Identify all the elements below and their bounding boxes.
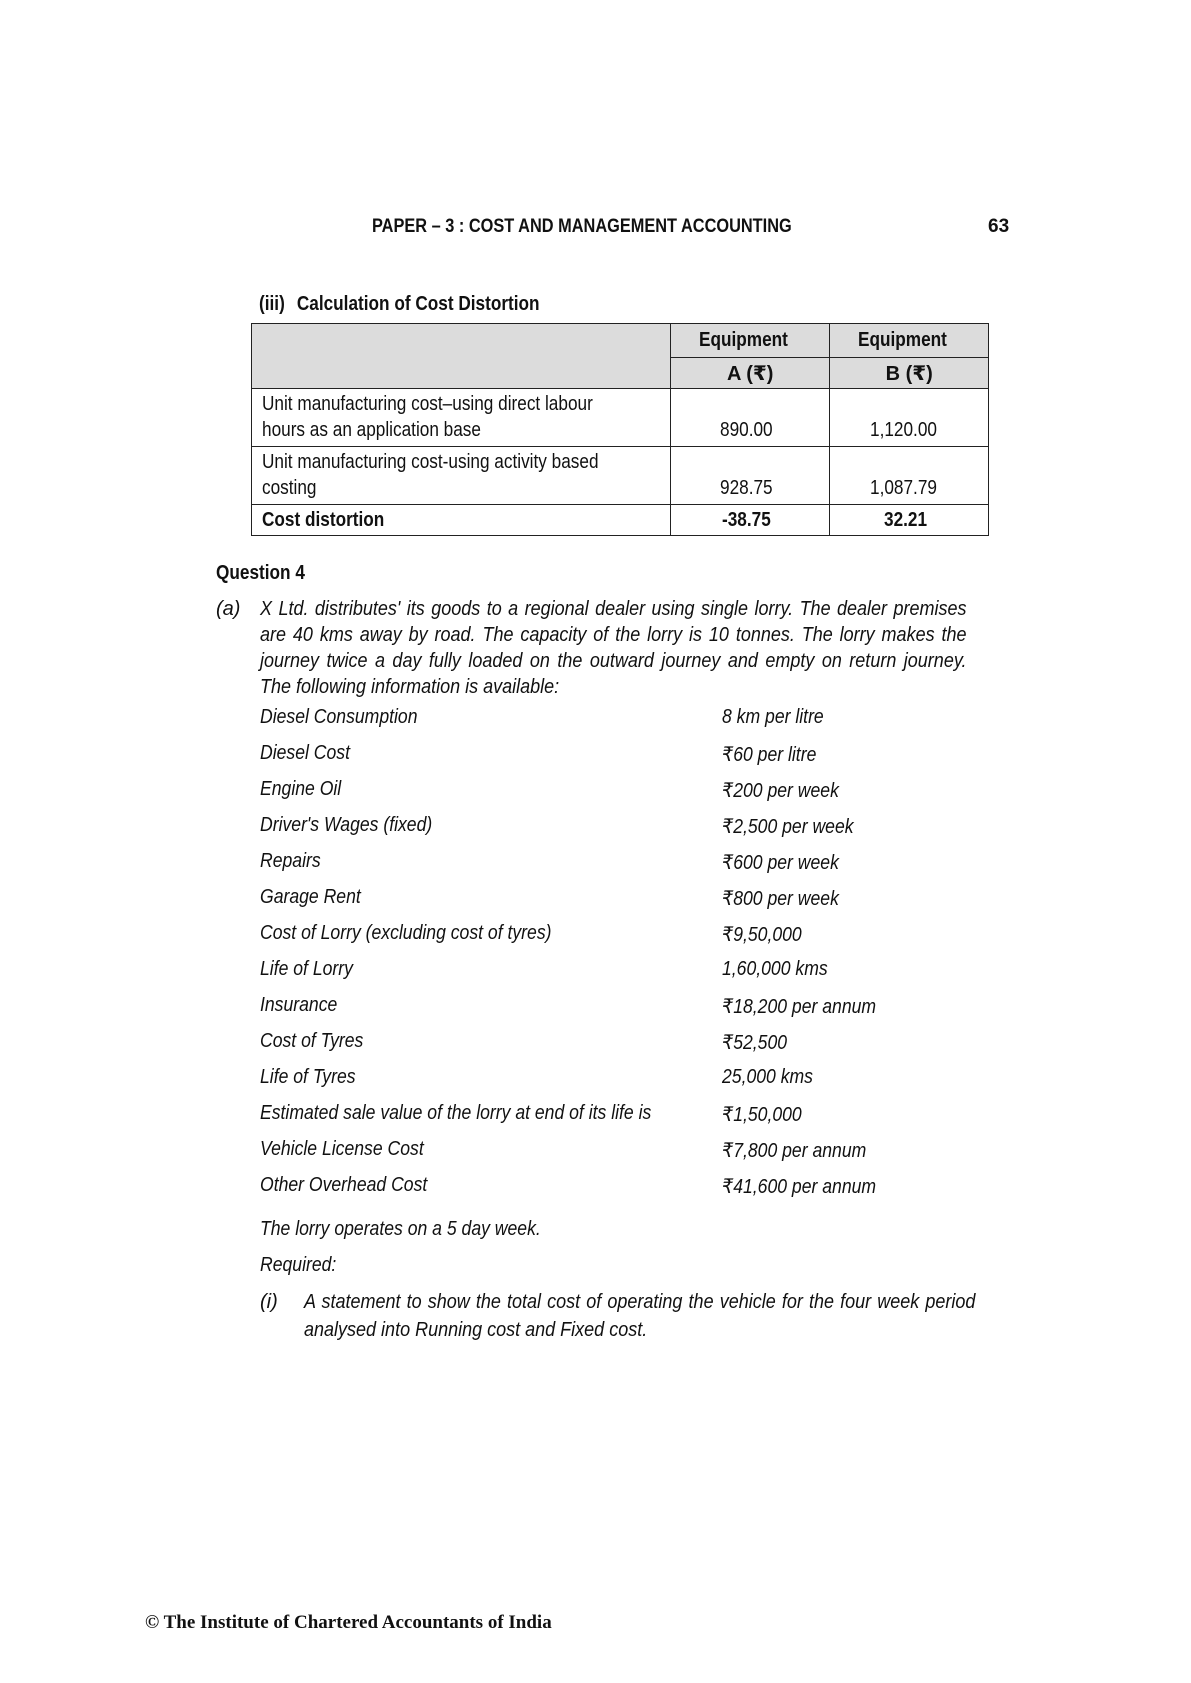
page-number: 63 [988,216,1010,237]
question-part-label: (a) [216,598,241,620]
question-heading: Question 4 [216,562,305,584]
row-label: Unit manufacturing cost-using activity based costing [252,447,671,505]
cost-distortion-table [251,323,989,536]
column-header-b: Equipment [830,324,989,358]
section-title-text: Calculation of Cost Distortion [296,293,540,315]
column-header-a: Equipment [670,324,830,358]
row-label: Cost distortion [252,505,671,536]
requirement-mark: (i) [260,1291,278,1313]
row-value-b: 1,087.79 [830,447,989,505]
row-value-b: 1,120.00 [830,389,989,447]
required-label: Required: [260,1254,337,1276]
column-subheader-a: A (₹) [670,358,830,389]
row-value-a: 890.00 [670,389,830,447]
table-header-row [252,324,989,358]
row-value-a: -38.75 [670,505,830,536]
header-title: PAPER – 3 : COST AND MANAGEMENT ACCOUNTING [372,216,792,237]
row-label: Unit manufacturing cost–using direct labour hours as an application base [252,389,671,447]
section-title [259,293,540,316]
copyright-footer: © The Institute of Chartered Accountants of India [145,1612,552,1633]
question-text: X Ltd. distributes' its goods to a regional dealer using single lorry. The dealer premises are 40 kms away by road. The capacity of the lorry is 10 tonnes. The lorry makes the journey twice a day fully loaded on the outward journey and empty on return journey. The following information is available: [260,598,967,698]
operates-note: The lorry operates on a 5 day week. [260,1218,541,1240]
row-value-b: 32.21 [830,505,989,536]
requirement-text: A statement to show the total cost of operating the vehicle for the four week period analysed into Running cost and Fixed cost. [304,1291,976,1341]
table-corner-cell [252,324,671,389]
table-row-total [252,505,989,536]
column-subheader-b: B (₹) [830,358,989,389]
section-number: (iii) [259,293,285,315]
table-row [252,447,989,505]
row-value-a: 928.75 [670,447,830,505]
table-row [252,389,989,447]
